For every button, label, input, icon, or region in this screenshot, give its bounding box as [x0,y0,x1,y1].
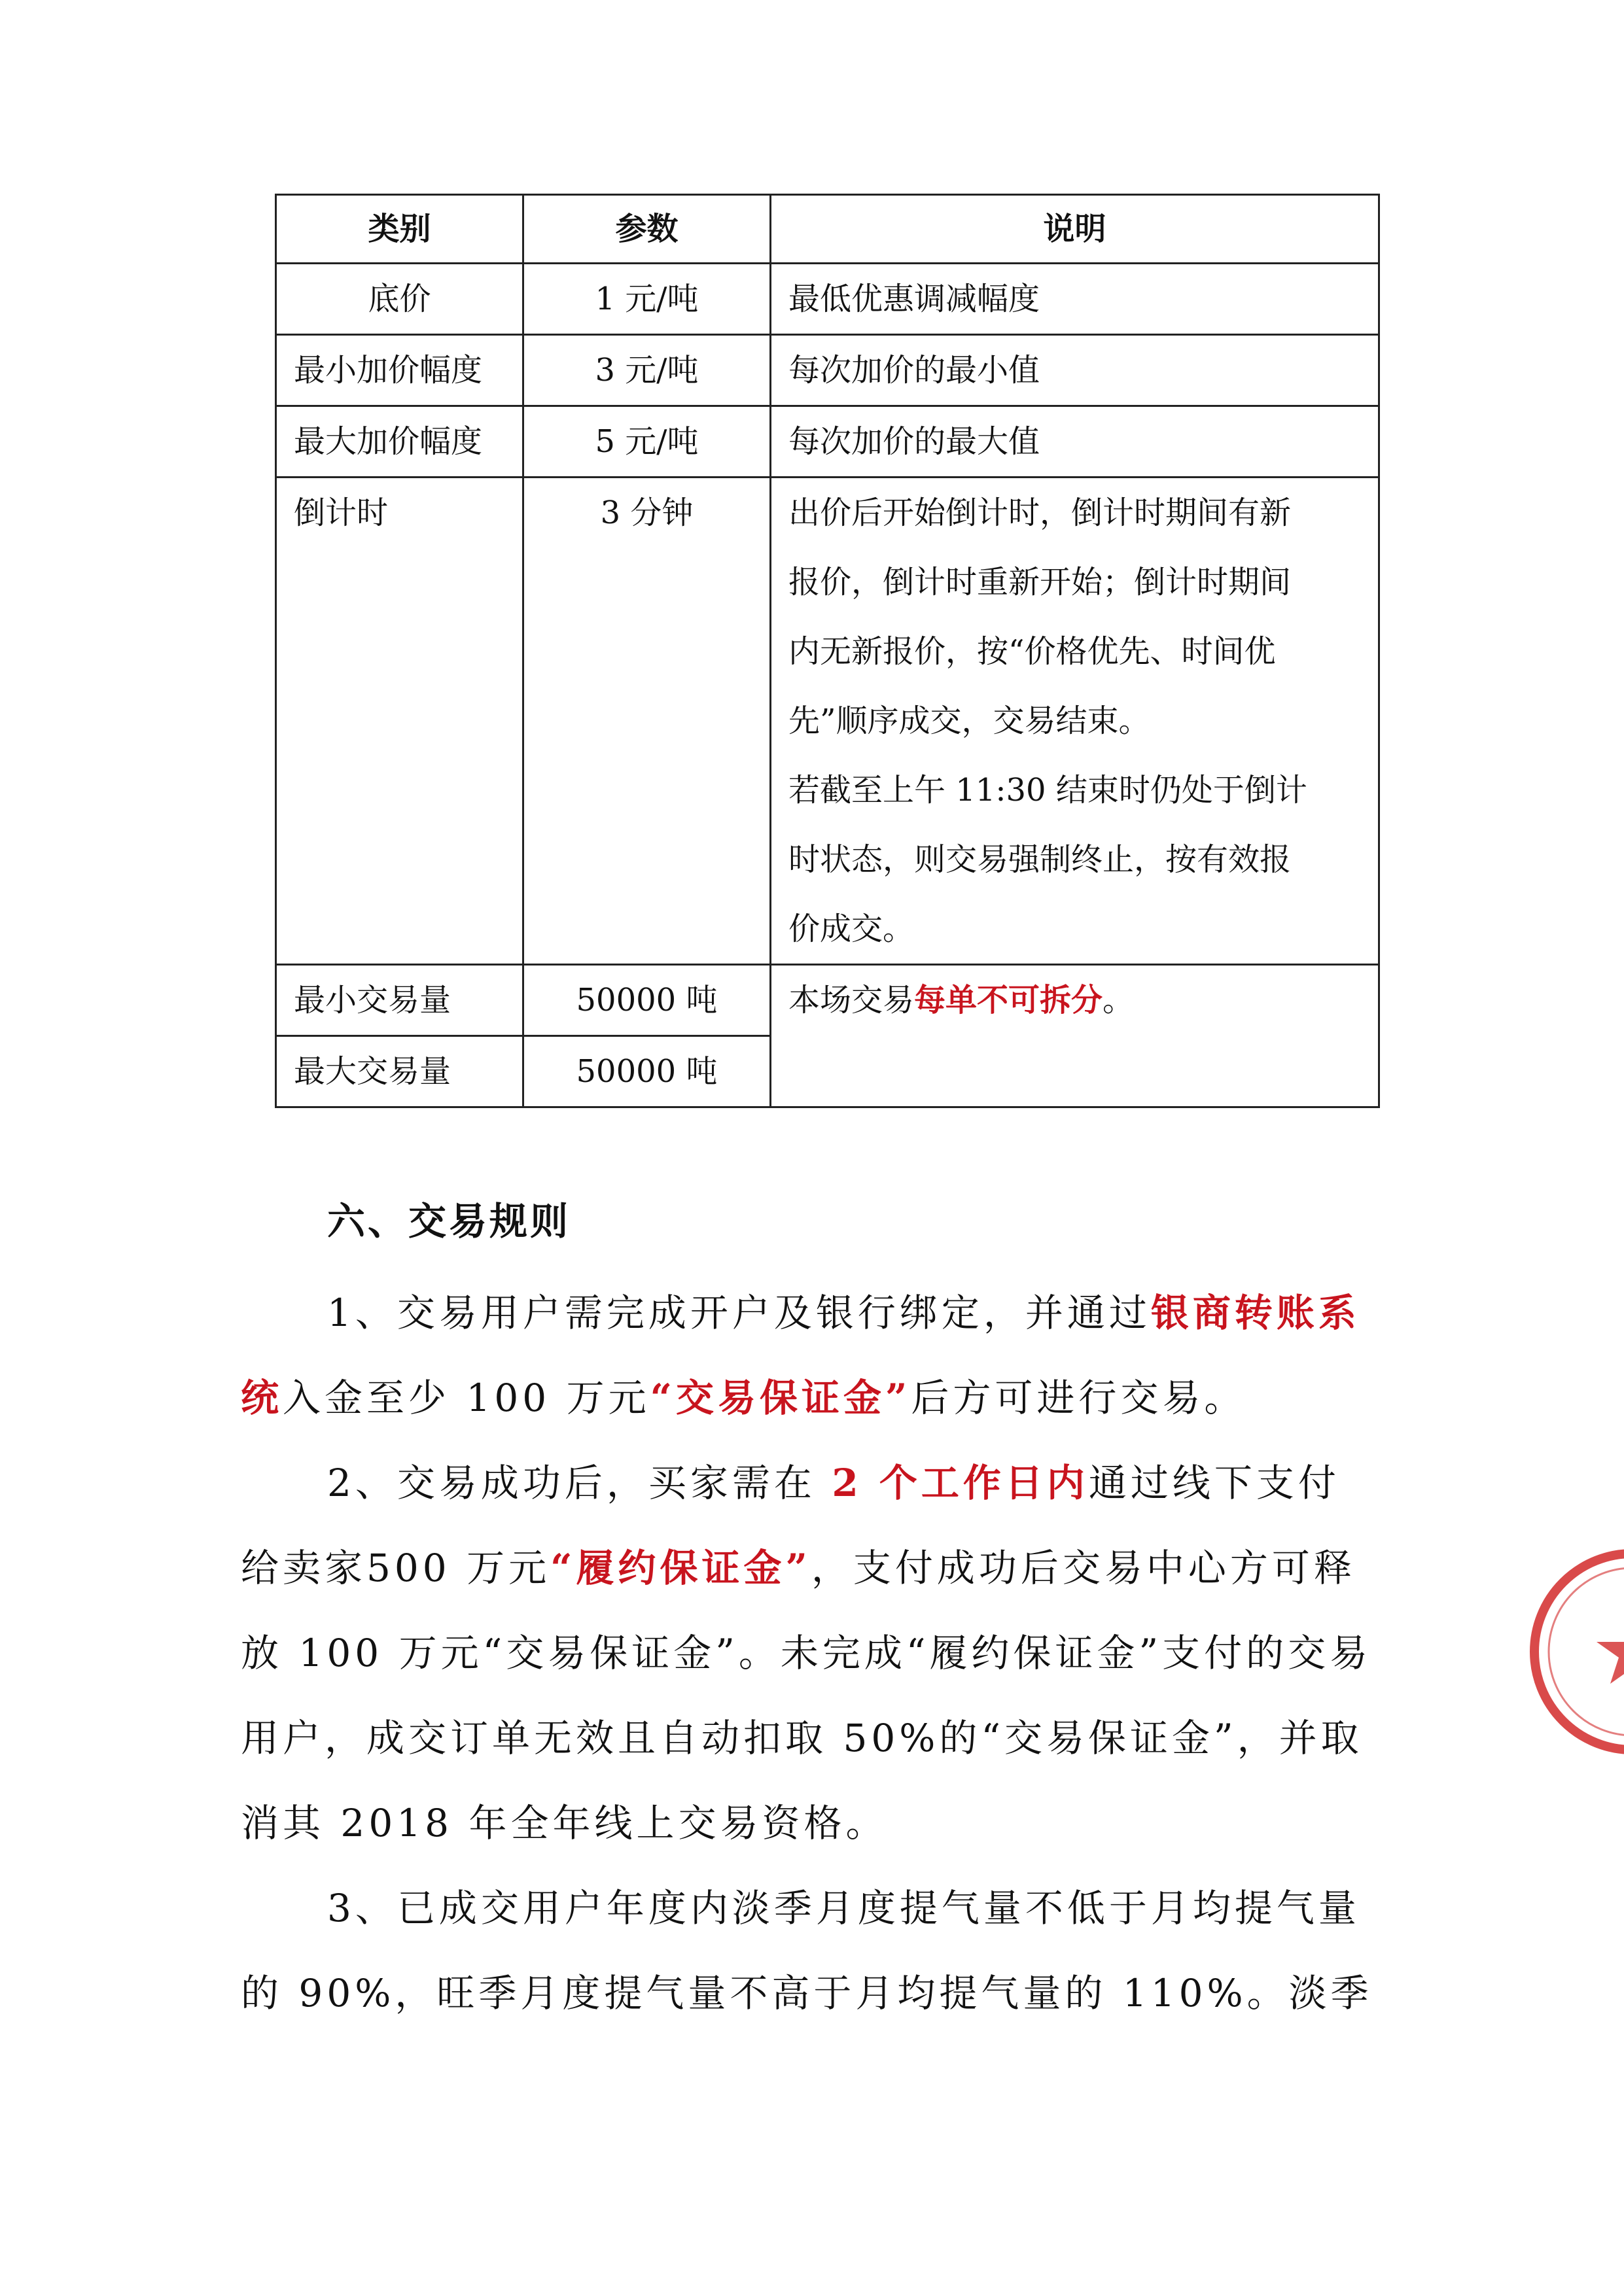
cell-param: 3 分钟 [523,478,771,965]
cell-param: 50000 吨 [523,965,771,1036]
table-row [276,965,1379,1036]
p1-text: 入金至少 100 万元 [283,1376,650,1420]
rule-paragraph-3 [241,1866,1374,2036]
cell-desc-countdown [771,478,1379,965]
desc-line: 内无新报价，按“价格优先、时间优 [788,633,1276,670]
cell-category: 最小加价幅度 [276,335,523,406]
rule-paragraph-2 [241,1440,1374,1866]
cell-category: 底价 [276,264,523,335]
desc-prefix: 本场交易 [788,982,915,1018]
rule-paragraph-1 [241,1270,1374,1440]
parameter-table [275,194,1380,1108]
desc-red-emphasis: 每单不可拆分 [914,982,1103,1018]
desc-line: 报价，倒计时重新开始；倒计时期间 [788,564,1292,600]
desc-suffix: 。 [1103,982,1135,1018]
header-category: 类别 [276,195,523,264]
desc-line: 价成交。 [788,911,915,947]
table-row [276,478,1379,965]
desc-line: 出价后开始倒计时，倒计时期间有新 [788,495,1292,531]
table-header-row [276,195,1379,264]
p3-text: 3、已成交用户年度内淡季月度提气量不低于月均提气量的 90%，旺季月度提气量不高于月均提气量的 110%。淡季 [241,1886,1373,2015]
cell-category: 最大交易量 [276,1036,523,1107]
p1-text: 1、交易用户需完成开户及银行绑定，并通过 [327,1291,1151,1335]
header-param: 参数 [523,195,771,264]
p2-red-2: “履约保证金” [550,1546,811,1590]
cell-desc: 最低优惠调减幅度 [771,264,1379,335]
cell-param: 5 元/吨 [523,406,771,478]
cell-category: 最小交易量 [276,965,523,1036]
desc-line: 若截至上午 11:30 结束时仍处于倒计 [788,772,1307,809]
desc-line: 先”顺序成交，交易结束。 [788,703,1150,739]
official-seal-icon [1525,1544,1624,1760]
cell-desc-volume [771,965,1379,1107]
cell-desc: 每次加价的最小值 [771,335,1379,406]
cell-category: 最大加价幅度 [276,406,523,478]
p1-text: 后方可进行交易。 [911,1376,1246,1420]
p2-text: 2、交易成功后，买家需在 [327,1461,832,1505]
p2-text: 通过线下支付给卖家500 万元 [241,1461,1340,1590]
table-row [276,264,1379,335]
p1-red-2: “交易保证金” [650,1376,911,1420]
table-row [276,406,1379,478]
cell-param: 3 元/吨 [523,335,771,406]
cell-desc: 每次加价的最大值 [771,406,1379,478]
section-heading: 六、交易规则 [327,1199,571,1244]
p2-red-1: 2 个工作日内 [832,1461,1089,1505]
cell-param: 1 元/吨 [523,264,771,335]
table-row [276,335,1379,406]
p1-red-1: 银商转账系统 [241,1291,1360,1420]
desc-line: 时状态，则交易强制终止，按有效报 [788,841,1292,878]
cell-param: 50000 吨 [523,1036,771,1107]
header-desc: 说明 [771,195,1379,264]
p2-text: ，支付成功后交易中心方可释放 100 万元“交易保证金”。未完成“履约保证金”支付的交易用户，成交订单无效且自动扣取 50%的“交易保证金”，并取消其 2018 年全年线上交易资格。 [241,1546,1372,1845]
cell-category: 倒计时 [276,478,523,965]
